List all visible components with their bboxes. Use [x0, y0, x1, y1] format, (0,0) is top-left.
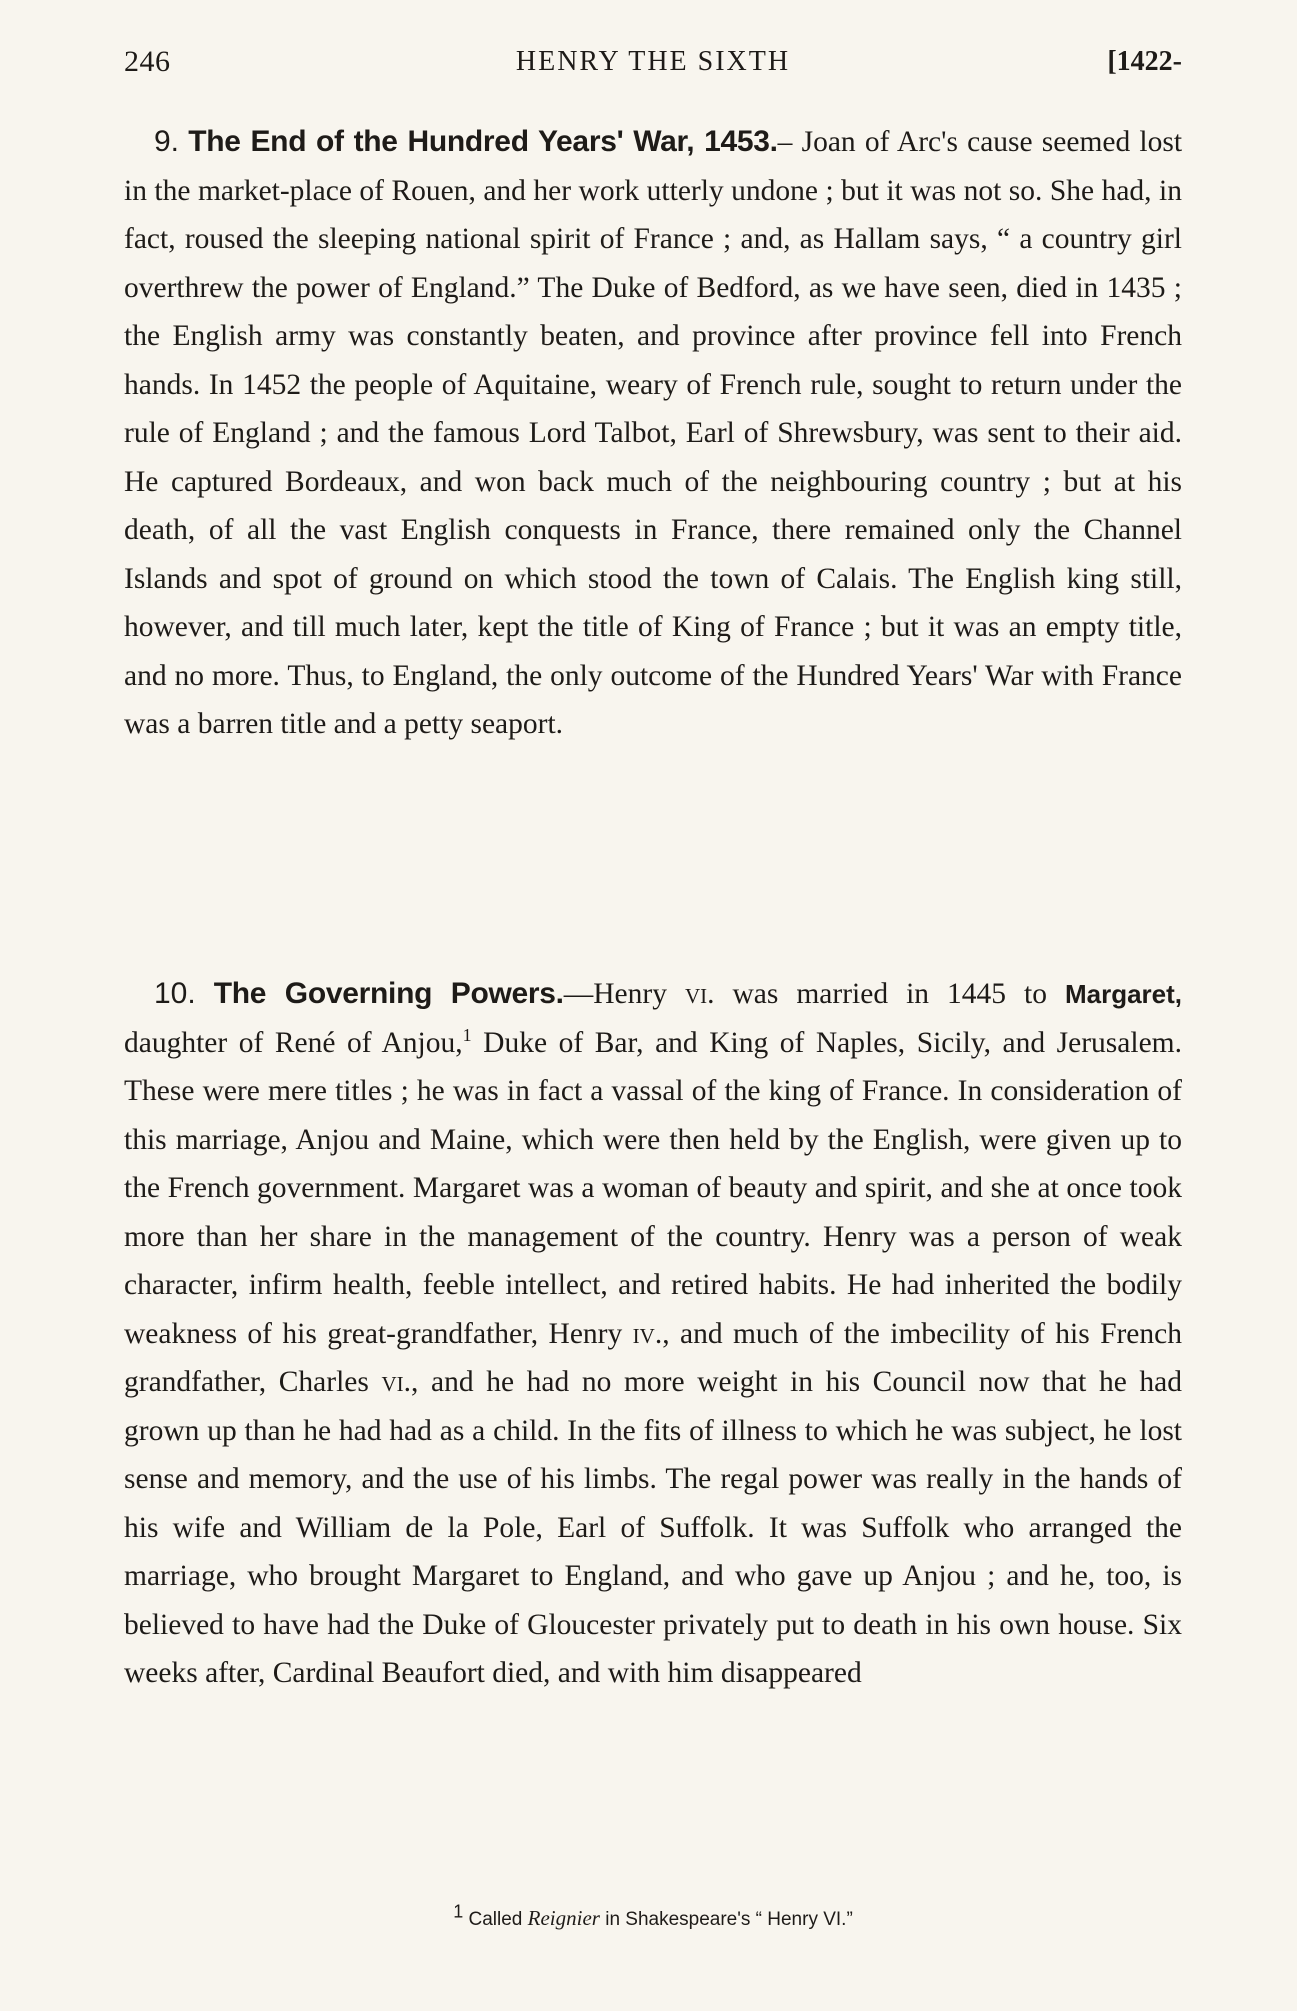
section-9-text: Joan of Arc's cause seemed lost in the market-place of Rouen, and her work utterly undone ; but it was not so. She had, in fact, roused the sleeping national spirit of France ; and, as Hallam says, “ a country girl overthrew the power of England.” The Duke of Bedford, as we have seen, died in 1435 ; the English army was constantly beaten, and province after province fell into French hands. In 1452 the people of Aquitaine, weary of French rule, sought to return under the rule of England ; and the famous Lord Talbot, Earl of Shrewsbury, was sent to their aid. He captured Bordeaux, and won back much of the neighbouring country ; but at his death, of all the vast English conquests in France, there remained only the Channel Islands and spot of ground on which stood the town of Calais. The English king still, however, and till much later, kept the title of King of France ; but it was an empty title, and no more. Thus, to England, the only outcome of the Hundred Years' War with France was a barren title and a petty seaport. [124, 126, 1183, 740]
section-10-text-5: , and much of the imbecility of his French grandfather, Charles [124, 1317, 1182, 1398]
section-10-dash: — [563, 978, 594, 1010]
section-9-heading: The End of the Hundred Years' War, 1453. [188, 125, 778, 158]
footnote-reference[interactable]: 1 [462, 1024, 472, 1045]
footnote [124, 1901, 1182, 1934]
section-10-text-1: Henry [593, 978, 685, 1010]
regnal-number-iv: iv. [632, 1317, 663, 1350]
section-10-text-2: was married in 1445 to [714, 978, 1065, 1010]
margaret-name: Margaret, [1064, 979, 1182, 1009]
section-10-heading: The Governing Powers. [213, 977, 564, 1010]
footnote-text-before: Called [463, 1909, 528, 1930]
running-head [124, 38, 1182, 86]
footnote-mark: 1 [453, 1901, 464, 1922]
chapter-title: HENRY THE SIXTH [515, 46, 791, 77]
year-range: [1422- [1107, 46, 1182, 77]
section-10-paragraph [124, 970, 1182, 1698]
section-9 [124, 118, 1182, 749]
section-9-paragraph [124, 118, 1182, 749]
page-number: 246 [124, 45, 171, 78]
regnal-number-vi: vi. [684, 978, 715, 1010]
section-10-text-6: , and he had no more weight in his Council now that he had grown up than he had had as a child. In the fits of illness to which he was subject, he lost sense and memory, and the use of his limbs. The regal power was really in the hands of his wife and William de la Pole, Earl of Suffolk. It was Suffolk who arranged the marriage, who brought Margaret to England, and who gave up Anjou ; and he, too, is believed to have had the Duke of Gloucester privately put to death in his own house. Six weeks after, Cardinal Beaufort died, and with him disappeared [124, 1366, 1182, 1689]
section-9-dash: – [777, 126, 802, 158]
footnote-text-after: in Shakespeare's “ Henry VI.” [599, 1909, 853, 1930]
section-10-number: 10. [154, 977, 196, 1010]
regnal-number-vi-2: vi. [381, 1366, 412, 1398]
footnote-italic: Reignier [527, 1906, 600, 1930]
section-9-number: 9. [154, 125, 180, 158]
section-10-text-3: daughter of René of Anjou, [124, 1026, 463, 1059]
section-10-text-4: Duke of Bar, and King of Naples, Sicily, and Jerusalem. These were mere titles ; he was in fact a vassal of the king of France. In consideration of this marriage, Anjou and Maine, which were then held by the English, were given up to the French government. Margaret was a woman of beauty and spirit, and she at once took more than her share in the management of the country. Henry was a person of weak character, infirm health, feeble intellect, and retired habits. He had inherited the bodily weakness of his great-grandfather, Henry [124, 1026, 1182, 1350]
section-10 [124, 970, 1182, 1698]
